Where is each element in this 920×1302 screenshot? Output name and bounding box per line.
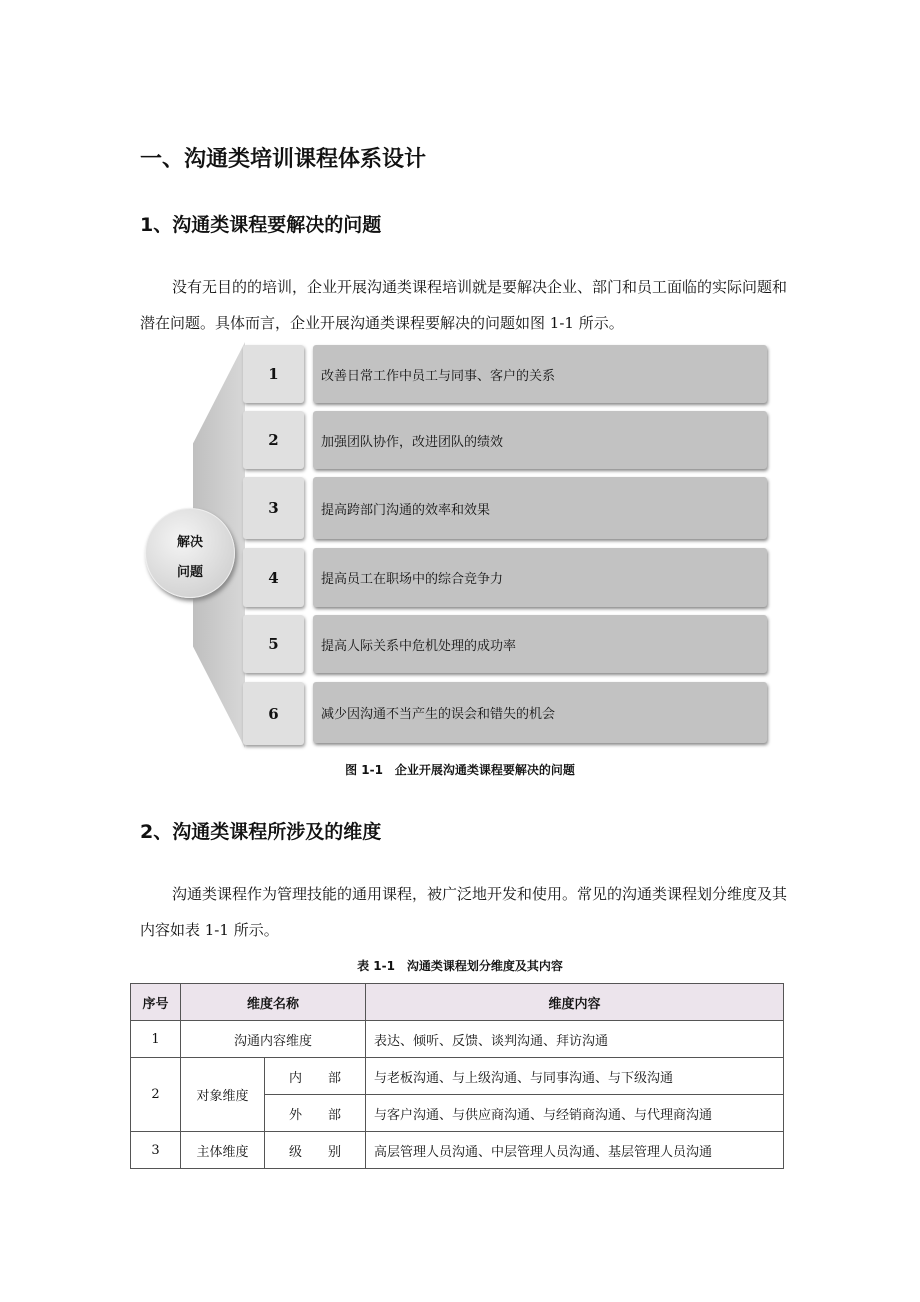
diagram-center-circle xyxy=(145,508,235,598)
header-cell: 维度内容 xyxy=(366,984,784,1021)
cell: 表达、倾听、反馈、谈判沟通、拜访沟通 xyxy=(366,1021,784,1058)
header-cell: 序号 xyxy=(131,984,181,1021)
table-row xyxy=(131,1132,784,1169)
item-text: 提高跨部门沟通的效率和效果 xyxy=(313,477,767,539)
table-caption: 表 1-1 沟通类课程划分维度及其内容 xyxy=(357,959,563,973)
cell: 对象维度 xyxy=(181,1058,265,1132)
cell: 1 xyxy=(131,1021,181,1058)
cell: 3 xyxy=(131,1132,181,1169)
table-row xyxy=(131,1058,784,1095)
dimension-table xyxy=(130,983,784,1169)
item-text: 减少因沟通不当产生的误会和错失的机会 xyxy=(313,682,767,743)
cell: 外 部 xyxy=(265,1095,366,1132)
section1-heading: 1、沟通类课程要解决的问题 xyxy=(140,214,382,236)
cell: 与客户沟通、与供应商沟通、与经销商沟通、与代理商沟通 xyxy=(366,1095,784,1132)
cell: 2 xyxy=(131,1058,181,1132)
item-number: 3 xyxy=(243,477,304,539)
item-number: 5 xyxy=(243,615,304,673)
item-text: 加强团队协作，改进团队的绩效 xyxy=(313,411,767,469)
section1-paragraph: 没有无目的的培训，企业开展沟通类课程培训就是要解决企业、部门和员工面临的实际问题和潜在问题。具体而言，企业开展沟通类课程要解决的问题如图 1-1 所示。 xyxy=(140,278,788,332)
item-text: 提高人际关系中危机处理的成功率 xyxy=(313,615,767,673)
cell: 主体维度 xyxy=(181,1132,265,1169)
table-row xyxy=(131,1021,784,1058)
cell: 与老板沟通、与上级沟通、与同事沟通、与下级沟通 xyxy=(366,1058,784,1095)
page-title: 一、沟通类培训课程体系设计 xyxy=(140,147,427,172)
section2-paragraph: 沟通类课程作为管理技能的通用课程，被广泛地开发和使用。常见的沟通类课程划分维度及其内容如表 1-1 所示。 xyxy=(140,885,788,939)
cell: 高层管理人员沟通、中层管理人员沟通、基层管理人员沟通 xyxy=(366,1132,784,1169)
item-number: 6 xyxy=(243,682,304,745)
header-cell: 维度名称 xyxy=(181,984,366,1021)
cell: 级 别 xyxy=(265,1132,366,1169)
cell: 内 部 xyxy=(265,1058,366,1095)
figure-caption: 图 1-1 企业开展沟通类课程要解决的问题 xyxy=(345,763,575,777)
section2-heading: 2、沟通类课程所涉及的维度 xyxy=(140,821,382,843)
center-label-1: 解决 xyxy=(176,535,203,550)
item-text: 改善日常工作中员工与同事、客户的关系 xyxy=(313,345,767,403)
item-number: 1 xyxy=(243,345,304,403)
cell: 沟通内容维度 xyxy=(181,1021,366,1058)
table-header-row xyxy=(131,984,784,1021)
item-number: 2 xyxy=(243,411,304,469)
item-text: 提高员工在职场中的综合竞争力 xyxy=(313,548,767,607)
item-number: 4 xyxy=(243,548,304,607)
center-label-2: 问题 xyxy=(176,565,203,580)
